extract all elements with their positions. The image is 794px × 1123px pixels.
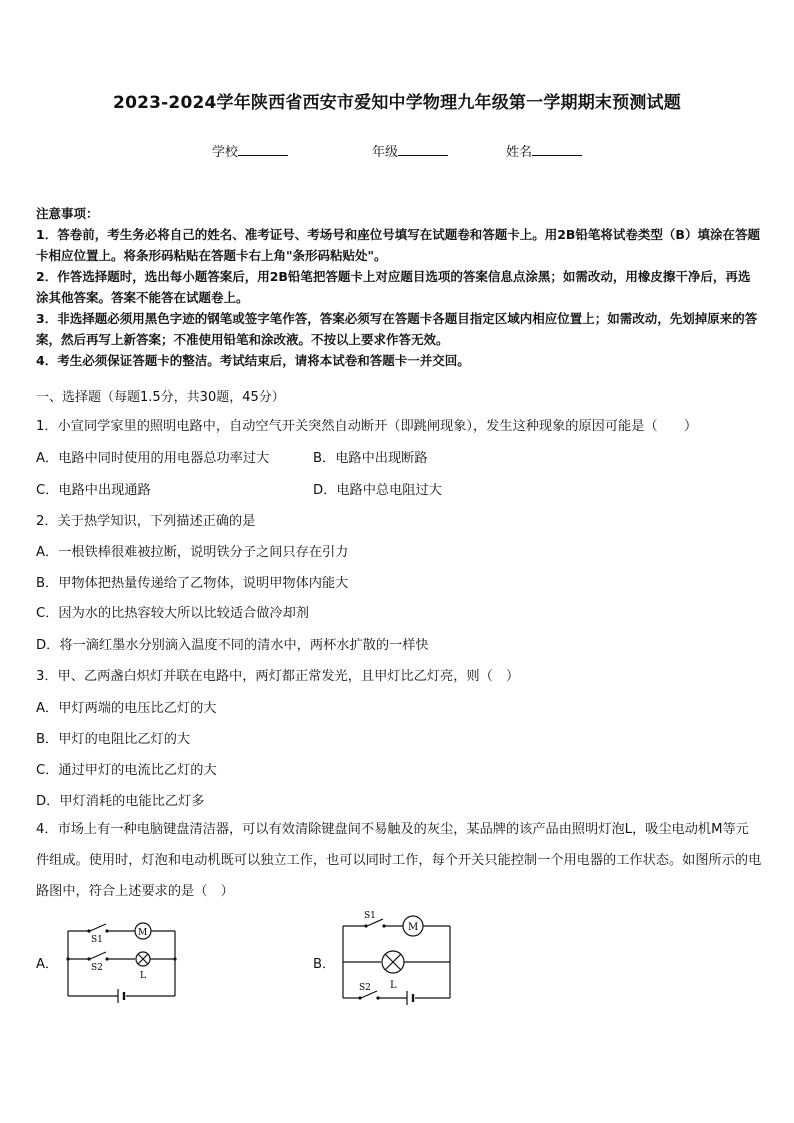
q4-option-a-label: A． <box>36 957 59 972</box>
circuit-b-s2-label: S2 <box>359 983 371 993</box>
q1-option-a: A．电路中同时使用的用电器总功率过大 <box>36 451 270 466</box>
q1-option-d: D．电路中总电阻过大 <box>313 483 442 498</box>
q3-option-c: C．通过甲灯的电流比乙灯的大 <box>36 763 217 778</box>
q2-option-d: D．将一滴红墨水分别滴入温度不同的清水中，两杯水扩散的一样快 <box>36 638 429 653</box>
circuit-diagram-b <box>335 906 460 1006</box>
section-heading: 一、选择题（每题1.5分，共30题，45分） <box>36 390 285 405</box>
note-item: 4．考生必须保证答题卡的整洁。考试结束后，请将本试卷和答题卡一并交回。 <box>36 353 470 368</box>
q3-option-d: D．甲灯消耗的电能比乙灯多 <box>36 794 205 809</box>
circuit-a-lamp-label: L <box>140 971 146 981</box>
circuit-diagram-a <box>60 916 185 1006</box>
grade-label: 年级 <box>372 145 399 160</box>
name-label: 姓名 <box>506 145 533 160</box>
q2-option-a: A．一根铁棒很难被拉断，说明铁分子之间只存在引力 <box>36 545 349 560</box>
school-blank <box>238 143 288 156</box>
q4-stem: 4．市场上有一种电脑键盘清洁器，可以有效清除键盘间不易触及的灰尘，某品牌的该产品由照明灯泡L，吸尘电动机M等元件组成。使用时，灯泡和电动机既可以独立工作，也可以同时工作，每个开关只能控制一个用电器的工作状态。如图所示的电路图中，符合上述要求的是（ ） <box>36 822 762 899</box>
note-item: 1．答卷前，考生务必将自己的姓名、准考证号、考场号和座位号填写在试题卷和答题卡上。用2B铅笔将试卷类型（B）填涂在答题卡相应位置上。将条形码粘贴在答题卡右上角"条形码粘贴处"。 <box>36 227 760 263</box>
circuit-a-s1-label: S1 <box>91 935 103 945</box>
grade-field <box>372 141 448 160</box>
school-label: 学校 <box>212 145 239 160</box>
q1-option-c: C．电路中出现通路 <box>36 483 151 498</box>
q3-option-b: B．甲灯的电阻比乙灯的大 <box>36 732 191 747</box>
name-field <box>506 141 582 160</box>
school-field <box>212 141 288 160</box>
circuit-b-s1-label: S1 <box>364 911 376 921</box>
q3-stem: 3．甲、乙两盏白炽灯并联在电路中，两灯都正常发光，且甲灯比乙灯亮，则（ ） <box>36 669 520 684</box>
q3-option-a: A．甲灯两端的电压比乙灯的大 <box>36 701 217 716</box>
notes-heading: 注意事项： <box>36 206 99 221</box>
q1-stem: 1．小宣同学家里的照明电路中，自动空气开关突然自动断开（即跳闸现象），发生这种现象的原因可能是（ ） <box>36 419 698 434</box>
notes-block <box>36 203 760 371</box>
q2-option-b: B．甲物体把热量传递给了乙物体，说明甲物体内能大 <box>36 576 349 591</box>
circuit-b-lamp-label: L <box>390 980 397 991</box>
q1-option-b: B．电路中出现断路 <box>313 451 428 466</box>
circuit-a-s2-label: S2 <box>91 963 103 973</box>
name-blank <box>532 143 582 156</box>
q2-option-c: C．因为水的比热容较大所以比较适合做冷却剂 <box>36 606 309 621</box>
circuit-b-motor-label: M <box>408 922 419 933</box>
circuit-a-motor-label: M <box>138 928 148 938</box>
q4-option-b-label: B． <box>313 957 336 972</box>
exam-title: 2023-2024学年陕西省西安市爱知中学物理九年级第一学期期末预测试题 <box>113 93 681 113</box>
note-item: 3．非选择题必须用黑色字迹的钢笔或签字笔作答，答案必须写在答题卡各题目指定区域内相应位置上；如需改动，先划掉原来的答案，然后再写上新答案；不准使用铅笔和涂改液。不按以上要求作答无效。 <box>36 311 758 347</box>
grade-blank <box>398 143 448 156</box>
q2-stem: 2．关于热学知识，下列描述正确的是 <box>36 514 256 529</box>
note-item: 2．作答选择题时，选出每小题答案后，用2B铅笔把答题卡上对应题目选项的答案信息点涂黑；如需改动，用橡皮擦干净后，再选涂其他答案。答案不能答在试题卷上。 <box>36 269 751 305</box>
